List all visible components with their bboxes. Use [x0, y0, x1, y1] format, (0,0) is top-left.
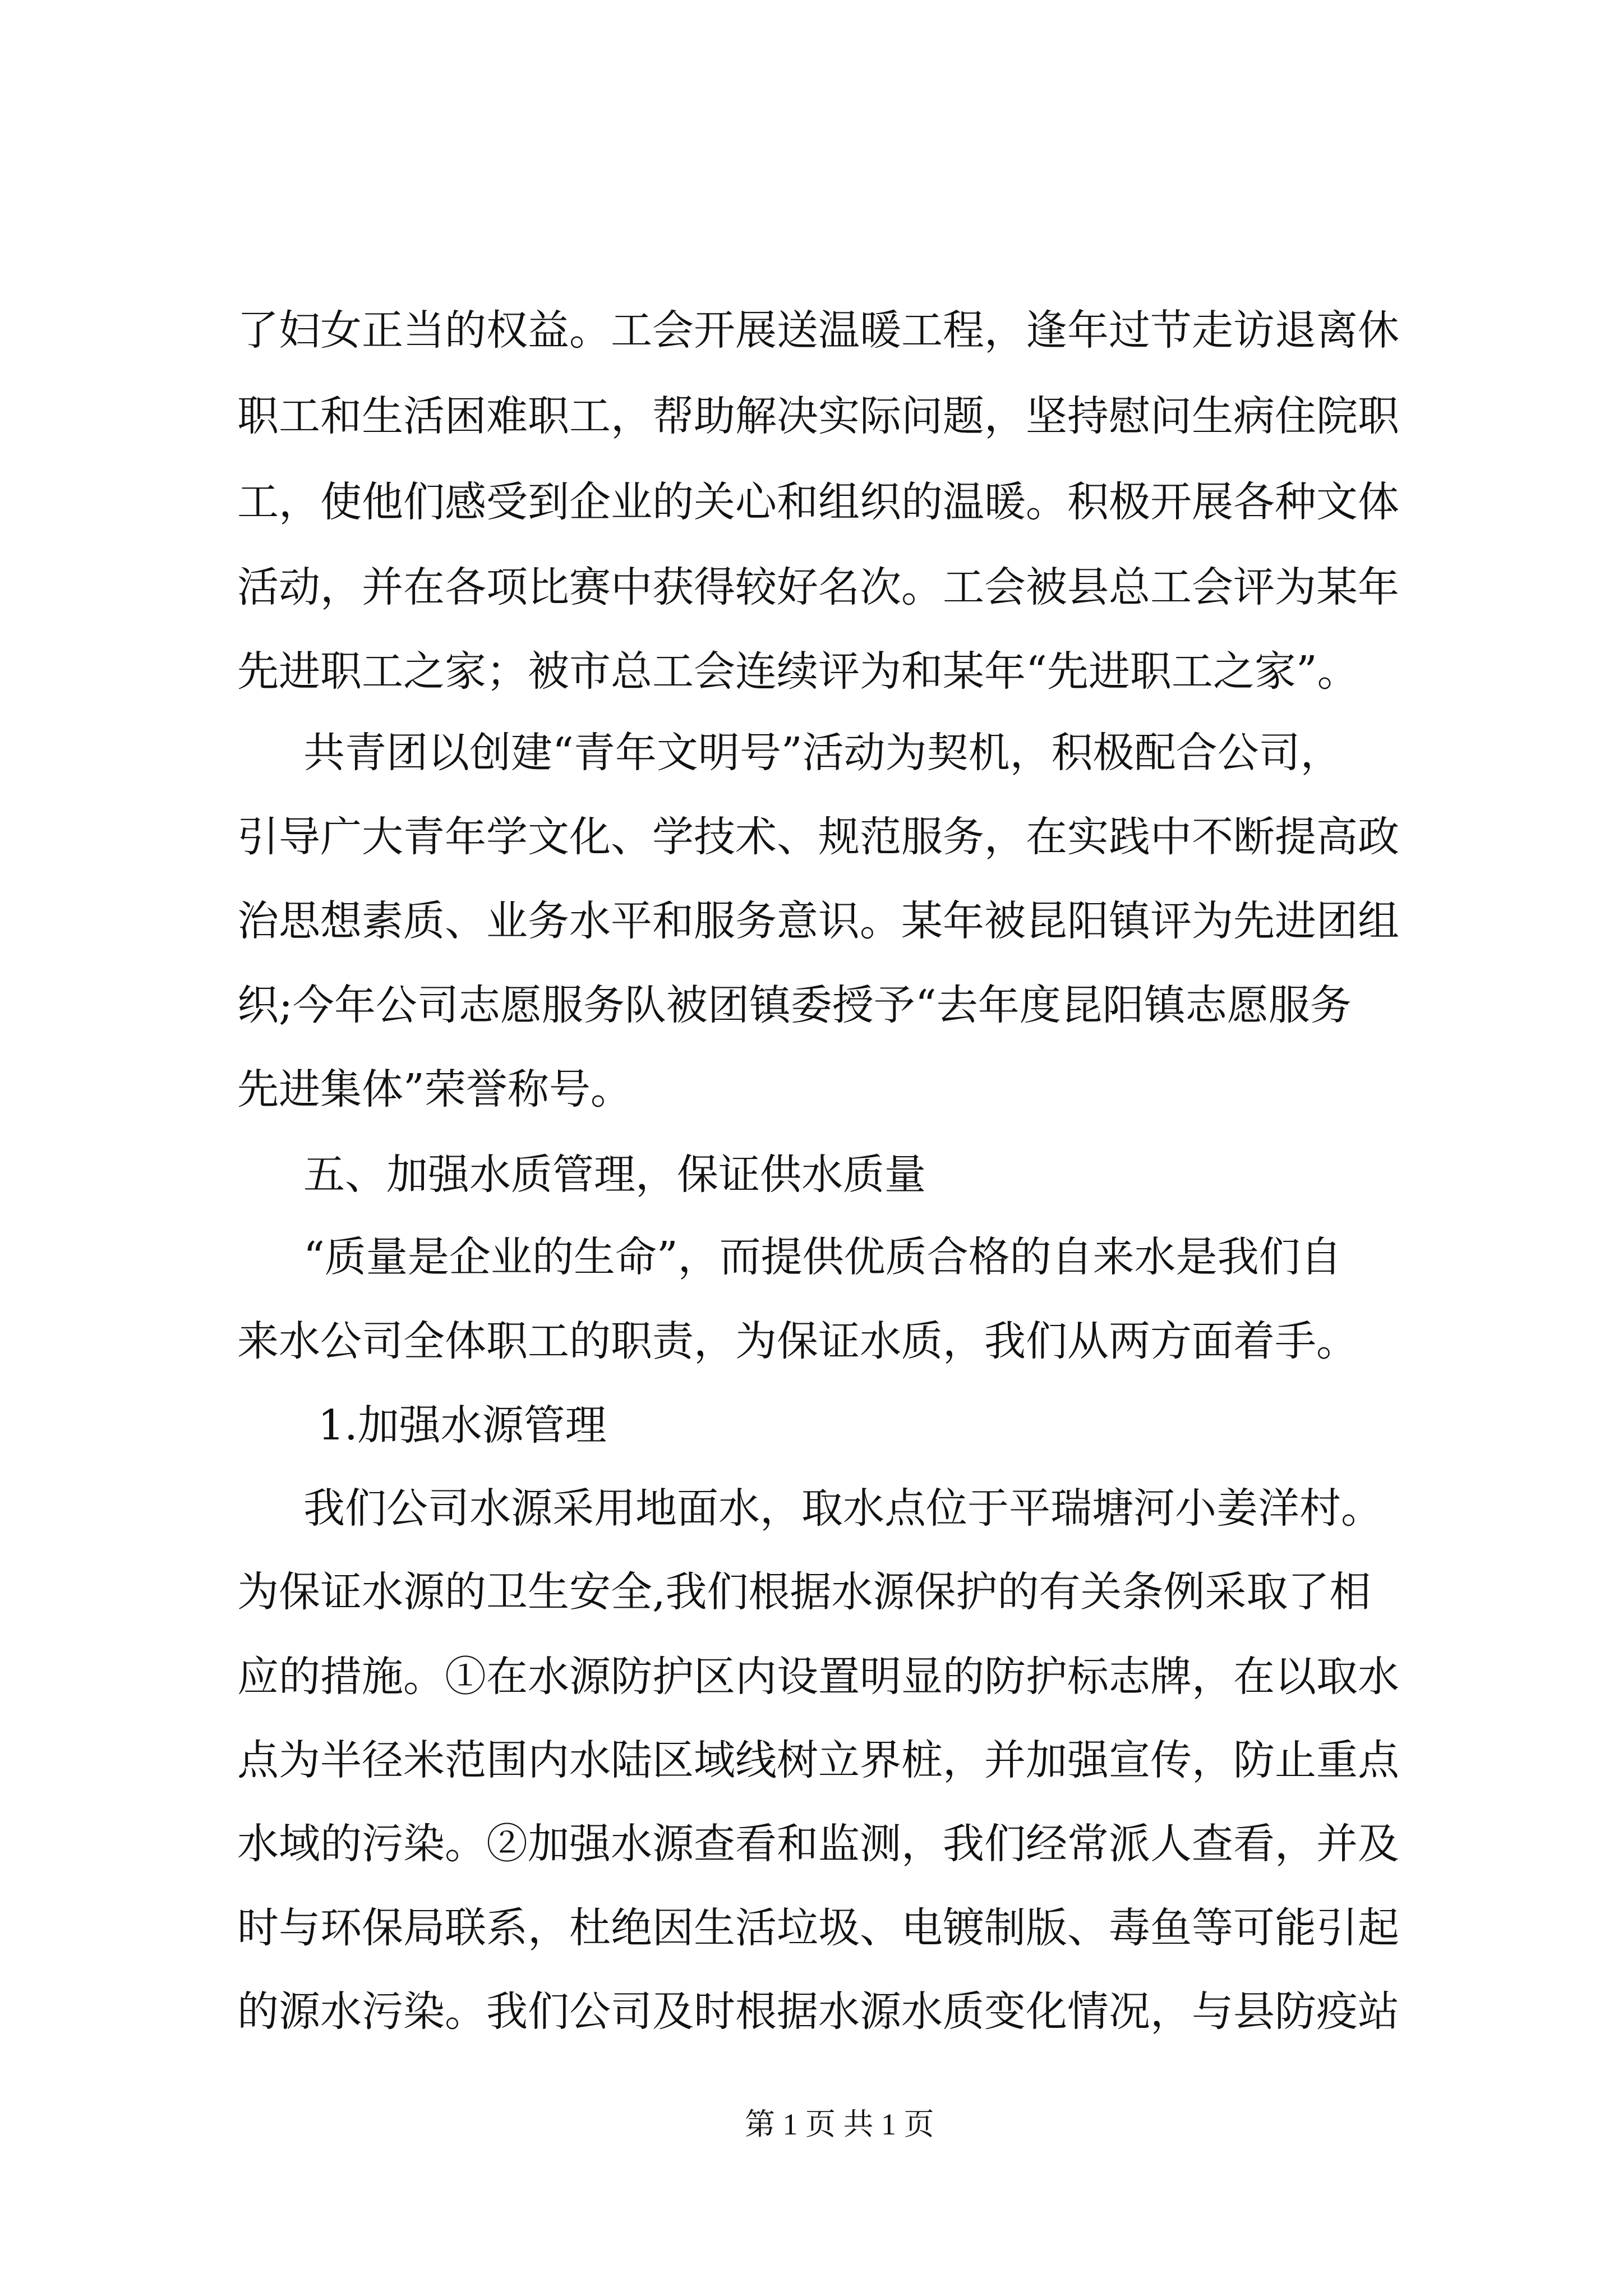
- body-line-7: 引导广大青年学文化、学技术、规范服务，在实践中不断提高政: [237, 813, 1399, 861]
- body-line-19: 水域的污染。②加强水源查看和监测，我们经常派人查看，并及: [237, 1820, 1399, 1868]
- body-line-13: 来水公司全体职工的职责，为保证水质，我们从两方面着手。: [237, 1317, 1358, 1365]
- body-line-15: 我们公司水源采用地面水，取水点位于平瑞塘河小姜洋村。: [303, 1484, 1382, 1533]
- body-line-1: 了妇女正当的权益。工会开展送温暖工程，逢年过节走访退离休: [237, 306, 1399, 355]
- body-line-20: 时与环保局联系，杜绝因生活垃圾、电镀制版、毒鱼等可能引起: [237, 1904, 1399, 1952]
- body-line-17: 应的措施。①在水源防护区内设置明显的防护标志牌，在以取水: [237, 1653, 1399, 1701]
- body-line-2: 职工和生活困难职工，帮助解决实际问题，坚持慰问生病住院职: [237, 392, 1399, 440]
- subsection-heading: 1.加强水源管理: [318, 1401, 607, 1450]
- body-line-3: 工，使他们感受到企业的关心和组织的温暖。积极开展各种文体: [237, 478, 1399, 526]
- body-line-9: 织;今年公司志愿服务队被团镇委授予“去年度昆阳镇志愿服务: [237, 981, 1352, 1029]
- body-line-12: “质量是企业的生命”，而提供优质合格的自来水是我们自: [303, 1233, 1342, 1281]
- body-line-18: 点为半径米范围内水陆区域线树立界桩，并加强宣传，防止重点: [237, 1736, 1399, 1784]
- body-line-6: 共青团以创建“青年文明号”活动为契机，积极配合公司，: [303, 729, 1342, 777]
- body-line-21: 的源水污染。我们公司及时根据水源水质变化情况，与县防疫站: [237, 1987, 1399, 2036]
- page-footer: 第 1 页 共 1 页: [745, 2108, 934, 2141]
- section-heading: 五、加强水质管理，保证供水质量: [303, 1151, 926, 1199]
- body-line-4: 活动，并在各项比赛中获得较好名次。工会被县总工会评为某年: [237, 563, 1399, 611]
- body-line-16: 为保证水源的卫生安全,我们根据水源保护的有关条例采取了相: [237, 1568, 1371, 1616]
- body-line-10: 先进集体”荣誉称号。: [237, 1065, 632, 1114]
- body-line-5: 先进职工之家；被市总工会连续评为和某年“先进职工之家”。: [237, 647, 1359, 696]
- body-line-8: 治思想素质、业务水平和服务意识。某年被昆阳镇评为先进团组: [237, 897, 1399, 945]
